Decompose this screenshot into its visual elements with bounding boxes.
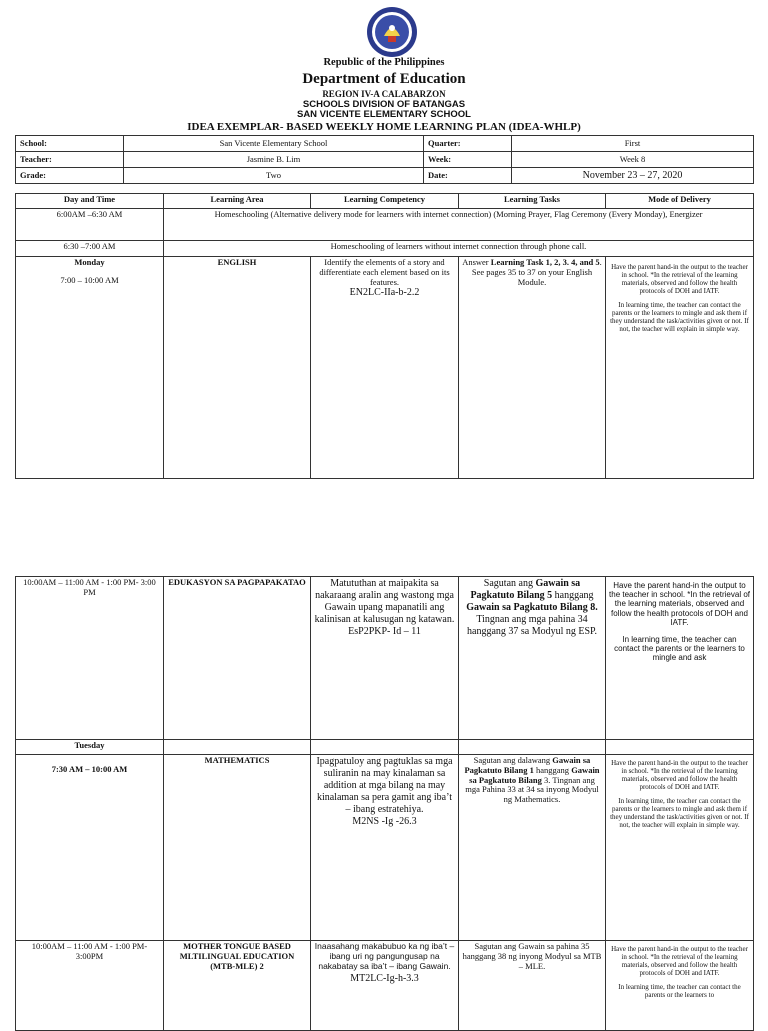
week-value: Week 8: [512, 152, 754, 168]
competency-text: Identify the elements of a story and differentiate each element based on its features.: [319, 257, 450, 287]
date-label: Date:: [424, 168, 512, 184]
mode-text: Have the parent hand-in the output to the teacher in school. *In the retrieval of the learning materials, observed and follow the health protocols of DOH and IATF.: [611, 263, 748, 296]
task-text-bold: Gawain sa Pagkatuto Bilang: [469, 764, 600, 785]
school-value: San Vicente Elementary School: [124, 136, 424, 152]
plan-table-continued: [15, 576, 754, 1031]
task-text-bold: Gawain sa Pagkatuto Bilang 1: [464, 755, 591, 775]
column-header-learning-tasks: Learning Tasks: [459, 194, 606, 209]
mode-text: Have the parent hand-in the output to the teacher in school. *In the retrieval of the learning materials, observed and follow the health protocols of DOH and IATF.: [609, 581, 750, 627]
task-esp: [459, 577, 606, 740]
task-text: Tingnan ang mga pahina 34 hanggang 37 sa Modyul ng ESP.: [467, 614, 597, 637]
task-text: 3. Tingnan ang mga Pahina 33 at 34 sa inyong Modyul ng Mathematics.: [465, 774, 599, 805]
competency-code: MT2LC-Ig-h-3.3: [350, 973, 419, 985]
header-republic: Republic of the Philippines: [323, 57, 445, 68]
monday-day-time: [16, 257, 164, 479]
day-label-monday: Monday: [74, 257, 105, 267]
task-mathematics: [459, 755, 606, 941]
empty-cell: [459, 740, 606, 755]
date-value: November 23 – 27, 2020: [512, 168, 754, 184]
week-label: Week:: [424, 152, 512, 168]
empty-cell: [164, 740, 311, 755]
info-table: [15, 135, 754, 184]
teacher-value: Jasmine B. Lim: [124, 152, 424, 168]
learning-area-english: ENGLISH: [164, 257, 311, 479]
mode-of-delivery-esp: [606, 577, 754, 740]
time-label: 7:00 – 10:00 AM: [60, 274, 119, 285]
task-english: [459, 257, 606, 479]
time-cell: 7:30 AM – 10:00 AM: [16, 755, 164, 941]
task-text: hanggang: [552, 590, 594, 601]
competency-esp: [311, 577, 459, 740]
competency-code: EsP2PKP- Id – 11: [348, 626, 421, 637]
empty-cell: [606, 740, 754, 755]
competency-code: EN2LC-IIa-b-2.2: [349, 287, 420, 299]
day-label-tuesday: Tuesday: [16, 740, 164, 755]
task-text: hanggang: [533, 764, 572, 775]
time-cell: 10:00AM – 11:00 AM - 1:00 PM- 3:00 PM: [16, 577, 164, 740]
mode-of-delivery-mtb: [606, 941, 754, 1031]
header-division: SCHOOLS DIVISION OF BATANGAS: [302, 99, 466, 110]
time-cell: 6:00AM –6:30 AM: [16, 209, 164, 241]
competency-code: M2NS -Ig -26.3: [352, 816, 417, 827]
mode-text: Have the parent hand-in the output to the teacher in school. *In the retrieval of the learning materials, observed and follow the health protocols of DOH and IATF.: [611, 945, 748, 978]
task-text: Sagutan ang: [483, 578, 536, 589]
header-department: Department of Education: [302, 71, 466, 87]
quarter-label: Quarter:: [424, 136, 512, 152]
task-text: . See pages 35 to 37 on your English Module.: [471, 257, 602, 287]
mode-text: In learning time, the teacher can contact the parents or the learners to mingle and ask: [614, 634, 745, 663]
homeschooling-phone-text: Homeschooling of learners without internet connection through phone call.: [164, 241, 754, 257]
competency-mtb: [311, 941, 459, 1031]
deped-seal-logo: [366, 6, 418, 58]
competency-mathematics: [311, 755, 459, 941]
time-cell: 6:30 –7:00 AM: [16, 241, 164, 257]
task-text-bold: Learning Task 1, 2, 3. 4, and 5: [490, 257, 600, 267]
teacher-label: Teacher:: [16, 152, 124, 168]
school-label: School:: [16, 136, 124, 152]
task-text: Sagutan ang dalawang: [473, 755, 553, 765]
competency-text: Inaasahang makabubuo ka ng iba’t – ibang uri ng pangungusap na nakabatay sa iba’t – ibang Gawain.: [314, 941, 455, 971]
time-cell: 10:00AM – 11:00 AM - 1:00 PM- 3:00PM: [16, 941, 164, 1031]
task-text-bold: Gawain sa Pagkatuto Bilang 5: [470, 578, 581, 601]
grade-value: Two: [124, 168, 424, 184]
mode-of-delivery-mathematics: [606, 755, 754, 941]
document-title: IDEA EXEMPLAR- BASED WEEKLY HOME LEARNING PLAN (IDEA-WHLP): [187, 121, 581, 133]
mode-text: In learning time, the teacher can contact the parents or the learners to mingle and ask them if they understand the task/activities given or not. If not, the teacher will explain in simple way.: [610, 301, 749, 334]
plan-table-week: [15, 193, 754, 479]
column-header-learning-area: Learning Area: [164, 194, 311, 209]
column-header-learning-competency: Learning Competency: [311, 194, 459, 209]
mode-text: In learning time, the teacher can contact the parents or the learners to mingle and ask them if they understand the task/activities given or not. If not, the teacher will explain in simple way.: [610, 797, 749, 830]
competency-text: Matututhan at maipakita sa nakaraang aralin ang wastong mga Gawain upang mapanatili ang kalinisan at kalusugan ng katawan.: [314, 578, 455, 625]
task-text: Answer: [462, 257, 491, 267]
column-header-mode-of-delivery: Mode of Delivery: [606, 194, 754, 209]
learning-area-mathematics: MATHEMATICS: [164, 755, 311, 941]
mode-text: In learning time, the teacher can contact the parents or the learners to: [618, 983, 741, 1000]
quarter-value: First: [512, 136, 754, 152]
header-region: REGION IV-A CALABARZON: [322, 89, 446, 99]
homeschooling-internet-text: Homeschooling (Alternative delivery mode for learners with internet connection) (Morning Prayer, Flag Ceremony (Every Monday), Energizer: [164, 209, 754, 241]
mode-text: Have the parent hand-in the output to the teacher in school. *In the retrieval of the learning materials, observed and follow the health protocols of DOH and IATF.: [611, 759, 748, 792]
task-mtb: Sagutan ang Gawain sa pahina 35 hanggang 38 ng inyong Modyul sa MTB – MLE.: [459, 941, 606, 1031]
learning-area-esp: EDUKASYON SA PAGPAPAKATAO: [164, 577, 311, 740]
grade-label: Grade:: [16, 168, 124, 184]
column-header-day-time: Day and Time: [16, 194, 164, 209]
header-school: SAN VICENTE ELEMENTARY SCHOOL: [296, 109, 471, 120]
learning-area-mtb: MOTHER TONGUE BASED MLTILINGUAL EDUCATION (MTB-MLE) 2: [164, 941, 311, 1031]
mode-of-delivery-english: [606, 257, 754, 479]
task-text-bold: Gawain sa Pagkatuto Bilang 8.: [466, 602, 598, 613]
empty-cell: [311, 740, 459, 755]
competency-text: Ipagpatuloy ang pagtuklas sa mga suliranin na may kinalaman sa addition at mga bilang na may kinalaman sa pera gamit ang iba’t – ibang estratehiya.: [316, 756, 453, 815]
competency-english: [311, 257, 459, 479]
